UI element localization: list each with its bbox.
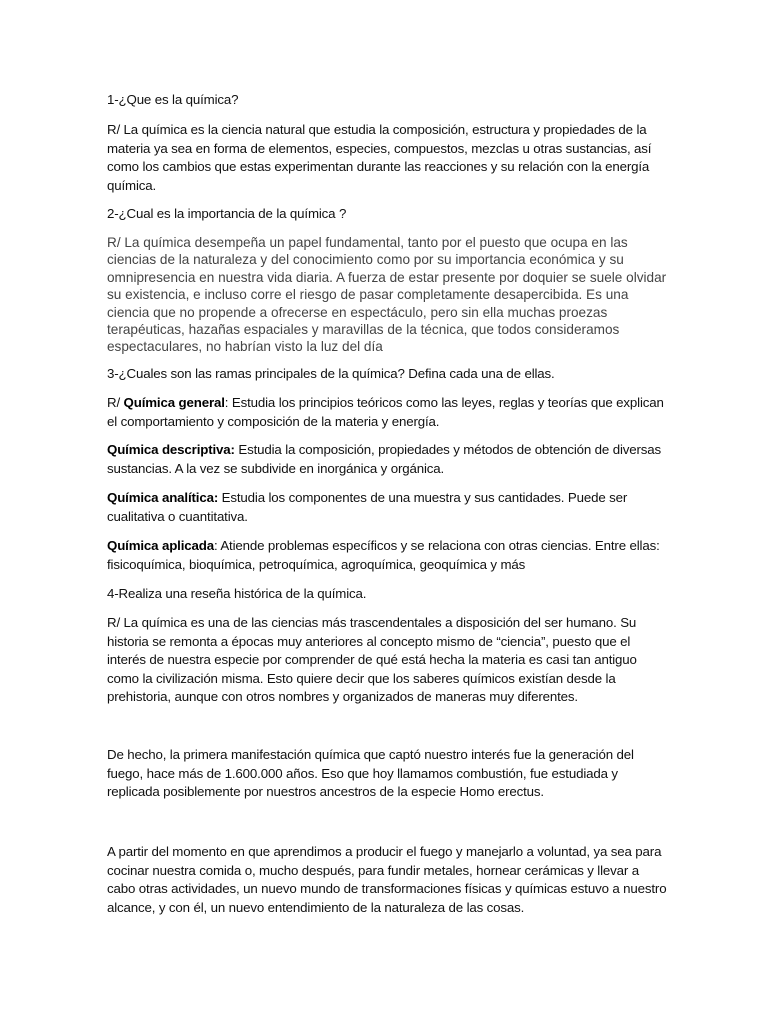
branch-aplicada (107, 537, 667, 574)
branch-text: Estudia los componentes de una muestra y sus cantidades. Puede ser cualitativa o cuantitativa. (107, 490, 628, 524)
question-2: 2-¿Cual es la importancia de la química ? (107, 206, 347, 221)
answer-2: R/ La química desempeña un papel fundamental, tanto por el puesto que ocupa en las ciencias de la naturaleza y del conocimiento como por su importancia económica y su omnipresencia en nuestra vida diaria. A fuerza de estar presente por doquier se suele olvidar su existencia, e incluso corre el riesgo de pasar completamente desapercibida. Es una ciencia que no propende a ofrecerse en espectáculo, pero sin ella muchas proezas terapéuticas, hazañas espaciales y maravillas de la técnica, que todos consideramos espectaculares, no habrían visto la luz del día (107, 235, 667, 355)
branch-term: Química analítica: (107, 490, 219, 505)
question-4: 4-Realiza una reseña histórica de la química. (107, 586, 367, 601)
branch-general (107, 394, 667, 431)
answer-4-paragraph-2: De hecho, la primera manifestación química que captó nuestro interés fue la generación del fuego, hace más de 1.600.000 años. Eso que hoy llamamos combustión, fue estudiada y replicada posiblemente por nuestros ancestros de la especie Homo erectus. (107, 747, 634, 800)
branch-text: : Estudia los principios teóricos como las leyes, reglas y teorías que explican el comportamiento y composición de la materia y energía. (107, 395, 664, 429)
answer-4-paragraph-1: R/ La química es una de las ciencias más trascendentales a disposición del ser humano. Su historia se remonta a épocas muy anteriores al concepto mismo de “ciencia”, puesto que el interés de nuestra especie por comprender de qué está hecha la materia es casi tan antiguo como la civilización misma. Esto quiere decir que los saberes químicos existían desde la prehistoria, aunque con otros nombres y organizados de maneras muy diferentes. (107, 615, 637, 705)
question-3: 3-¿Cuales son las ramas principales de la química? Defina cada una de ellas. (107, 366, 555, 381)
branch-text: : Atiende problemas específicos y se relaciona con otras ciencias. Entre ellas: fisicoquímica, bioquímica, petroquímica, agroquímica, geoquímica y más (107, 538, 660, 572)
branch-prefix: R/ (107, 395, 124, 410)
branch-text: Estudia la composición, propiedades y métodos de obtención de diversas sustancias. A la vez se subdivide en inorgánica y orgánica. (107, 442, 662, 476)
answer-1: R/ La química es la ciencia natural que estudia la composición, estructura y propiedades de la materia ya sea en forma de elementos, especies, compuestos, mezclas u otras sustancias, así como los cambios que estas experimentan durante las reacciones y su relación con la energía química. (107, 122, 652, 193)
answer-4-paragraph-3: A partir del momento en que aprendimos a producir el fuego y manejarlo a voluntad, ya sea para cocinar nuestra comida o, mucho después, para fundir metales, hornear cerámicas y llevar a cabo otras actividades, un nuevo mundo de transformaciones físicas y químicas estuvo a nuestro alcance, y con él, un nuevo entendimiento de la naturaleza de las cosas. (107, 844, 667, 915)
branch-term: Química general (123, 395, 225, 410)
branch-term: Química descriptiva: (107, 442, 235, 457)
branch-term: Química aplicada (107, 538, 214, 553)
question-1: 1-¿Que es la química? (107, 92, 239, 107)
branch-analitica (107, 489, 667, 526)
branch-descriptiva (107, 441, 667, 478)
